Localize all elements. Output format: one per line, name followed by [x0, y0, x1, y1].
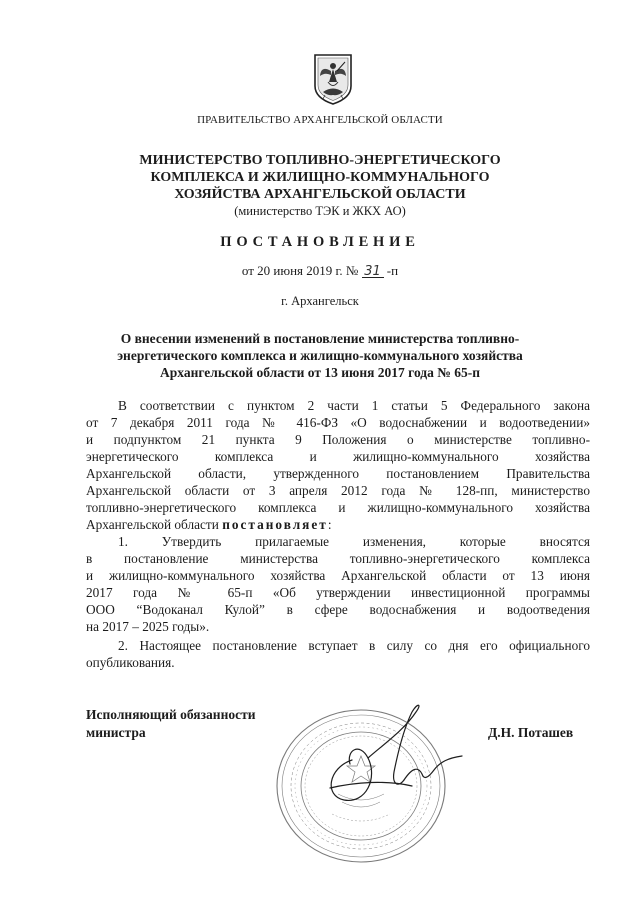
signatory-role-line-1: Исполняющий обязанности [86, 707, 256, 722]
item-1-line: ООО “Водоканал Кулой” в сфере водоснабжения и водоотведения [86, 602, 590, 617]
preamble-line: и подпунктом 21 пункта 9 Положения о министерстве топливно- [86, 432, 590, 447]
subject-line-1: О внесении изменений в постановление министерства топливно- [120, 331, 520, 346]
document-number: 31 [364, 264, 381, 279]
decree-word: постановляет [222, 517, 328, 532]
handwritten-signature [312, 702, 482, 812]
signatory-name: Д.Н. Поташев [488, 725, 574, 740]
city-line: г. Архангельск [281, 294, 359, 308]
preamble-last-line [86, 517, 590, 533]
preamble-line: В соответствии с пунктом 2 части 1 статьи 5 Федерального закона [118, 398, 590, 413]
item-1-last-line: на 2017 – 2025 годы». [86, 619, 210, 634]
government-header: ПРАВИТЕЛЬСТВО АРХАНГЕЛЬСКОЙ ОБЛАСТИ [197, 114, 443, 126]
item-1-line: 1. Утвердить прилагаемые изменения, которые вносятся [118, 534, 590, 549]
decree-colon: : [327, 517, 332, 532]
ministry-name-line-1: МИНИСТЕРСТВО ТОПЛИВНО-ЭНЕРГЕТИЧЕСКОГО [139, 153, 501, 168]
coat-of-arms-icon [312, 52, 354, 106]
item-2-line: 2. Настоящее постановление вступает в силу со дня его официального [118, 638, 590, 653]
ministry-name-line-3: ХОЗЯЙСТВА АРХАНГЕЛЬСКОЙ ОБЛАСТИ [174, 187, 466, 202]
number-suffix: -п [386, 263, 399, 278]
document-type-title: ПОСТАНОВЛЕНИЕ [220, 234, 420, 250]
date-number-line [0, 263, 640, 279]
item-1-line: 2017 года № 65-п «Об утверждении инвестиционной программы [86, 585, 590, 600]
preamble-last-text: Архангельской области [86, 517, 219, 532]
subject-line-2: энергетического комплекса и жилищно-коммунального хозяйства [117, 348, 523, 363]
number-underline [362, 277, 384, 278]
signatory-role-line-2: министра [86, 725, 146, 740]
document-number-field [362, 263, 384, 279]
preamble-line: от 7 декабря 2011 года № 416-ФЗ «О водоснабжении и водоотведении» [86, 415, 590, 430]
preamble-line: топливно-энергетического комплекса и жилищно-коммунального хозяйства [86, 500, 590, 515]
preamble-line: энергетического комплекса и жилищно-коммунального хозяйства [86, 449, 590, 464]
item-1-line: и жилищно-коммунального хозяйства Архангельской области от 13 июня [86, 568, 590, 583]
date-prefix: от 20 июня 2019 г. № [241, 263, 359, 278]
ministry-short-name: (министерство ТЭК и ЖКХ АО) [234, 204, 406, 218]
preamble-line: Архангельской области от 3 апреля 2012 года № 128-пп, министерство [86, 483, 590, 498]
ministry-name-line-2: КОМПЛЕКСА И ЖИЛИЩНО-КОММУНАЛЬНОГО [150, 170, 490, 185]
item-1-line: в постановление министерства топливно-энергетического комплекса [86, 551, 590, 566]
preamble-line: Архангельской области, утвержденного постановлением Правительства [86, 466, 590, 481]
subject-line-3: Архангельской области от 13 июня 2017 года № 65-п [160, 365, 480, 380]
item-2-last-line: опубликования. [86, 655, 175, 670]
